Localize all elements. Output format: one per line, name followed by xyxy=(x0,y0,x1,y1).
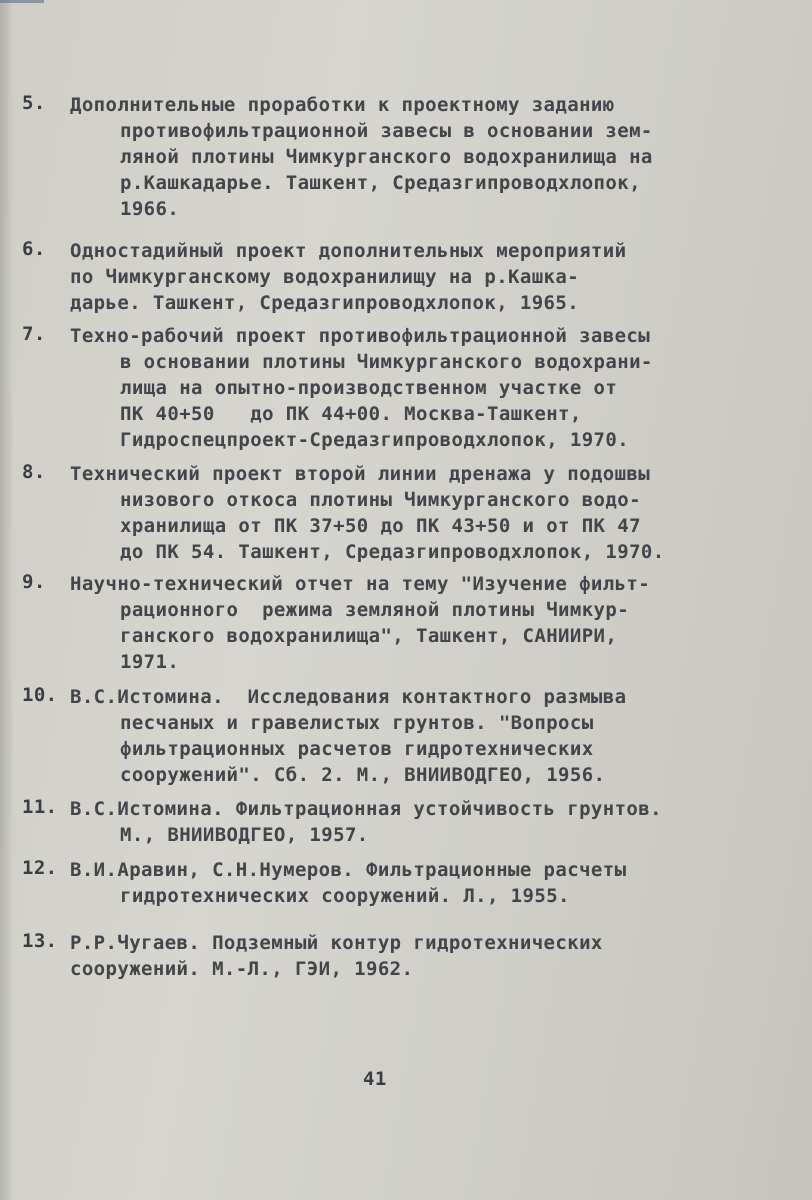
reference-line: фильтрационных расчетов гидротехнических xyxy=(120,738,594,760)
page-corner-mark xyxy=(0,0,44,3)
reference-line: В.И.Аравин, С.Н.Нумеров. Фильтрационные расчеты xyxy=(70,859,627,881)
reference-line: р.Кашкадарье. Ташкент, Средазгипроводхлопок, xyxy=(120,172,641,194)
reference-line: Технический проект второй линии дренажа у подошвы xyxy=(70,463,651,485)
reference-line: гидротехнических сооружений. Л., 1955. xyxy=(120,885,570,907)
reference-line: в основании плотины Чимкурганского водохрани- xyxy=(120,351,653,373)
reference-number: 11. xyxy=(22,796,58,818)
reference-item xyxy=(22,92,712,222)
reference-item xyxy=(22,684,712,788)
reference-line: противофильтрационной завесы в основании зем- xyxy=(120,120,653,142)
reference-line: Гидроспецпроект-Средазгипроводхлопок, 1970. xyxy=(120,429,630,451)
reference-line: дарье. Ташкент, Средазгипроводхлопок, 1965. xyxy=(70,292,580,314)
reference-item xyxy=(22,930,712,982)
reference-line: В.С.Истомина. Фильтрационная устойчивость грунтов. xyxy=(70,798,662,820)
reference-line: Дополнительные проработки к проектному заданию xyxy=(70,94,615,116)
reference-line: Одностадийный проект дополнительных мероприятий xyxy=(70,240,627,262)
reference-number: 9. xyxy=(22,571,46,593)
reference-line: сооружений. М.-Л., ГЭИ, 1962. xyxy=(70,958,414,980)
reference-line: лища на опытно-производственном участке от xyxy=(120,377,618,399)
reference-number: 12. xyxy=(22,857,58,879)
reference-number: 7. xyxy=(22,323,46,345)
reference-line: ПК 40+50 до ПК 44+00. Москва-Ташкент, xyxy=(120,403,582,425)
reference-line: низового откоса плотины Чимкурганского водо- xyxy=(120,489,641,511)
reference-number: 6. xyxy=(22,238,46,260)
reference-line: ляной плотины Чимкурганского водохранилища на xyxy=(120,146,653,168)
reference-line: хранилища от ПК 37+50 до ПК 43+50 и от ПК 47 xyxy=(120,515,641,537)
reference-line: М., ВНИИВОДГЕО, 1957. xyxy=(120,824,369,846)
reference-item xyxy=(22,571,712,675)
reference-item xyxy=(22,323,712,453)
reference-number: 8. xyxy=(22,461,46,483)
reference-item xyxy=(22,461,712,565)
reference-item xyxy=(22,857,712,909)
reference-number: 13. xyxy=(22,930,58,952)
reference-line: Техно-рабочий проект противофильтрационной завесы xyxy=(70,325,651,347)
reference-line: Р.Р.Чугаев. Подземный контур гидротехнических xyxy=(70,932,603,954)
reference-line: по Чимкурганскому водохранилищу на р.Кашка- xyxy=(70,266,580,288)
reference-item xyxy=(22,238,712,316)
reference-line: до ПК 54. Ташкент, Средазгипроводхлопок, 1970. xyxy=(120,541,665,563)
page-number: 41 xyxy=(363,1068,387,1090)
page-edge-shadow xyxy=(0,0,14,1200)
reference-line: 1966. xyxy=(120,198,180,220)
reference-number: 10. xyxy=(22,684,58,706)
reference-line: 1971. xyxy=(120,651,180,673)
reference-item xyxy=(22,796,712,848)
reference-line: В.С.Истомина. Исследования контактного размыва xyxy=(70,686,627,708)
reference-line: сооружений". Сб. 2. М., ВНИИВОДГЕО, 1956. xyxy=(120,764,606,786)
reference-number: 5. xyxy=(22,92,46,114)
reference-line: рационного режима земляной плотины Чимкур- xyxy=(120,599,630,621)
reference-line: Научно-технический отчет на тему "Изучение фильт- xyxy=(70,573,651,595)
reference-line: ганского водохранилища", Ташкент, САНИИРИ, xyxy=(120,625,618,647)
reference-line: песчаных и гравелистых грунтов. "Вопросы xyxy=(120,712,594,734)
